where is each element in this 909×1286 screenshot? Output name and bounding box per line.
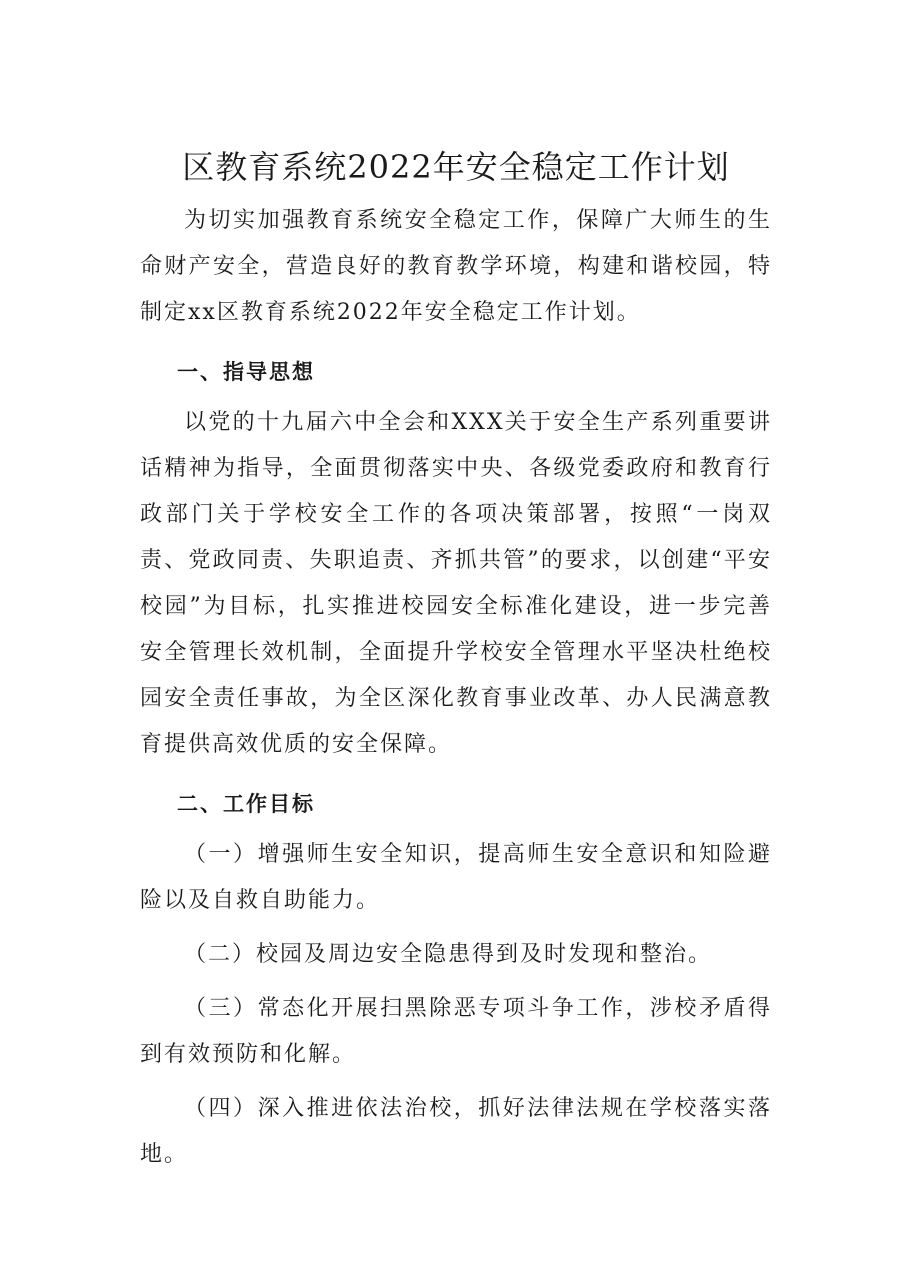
work-goal-item-2: （二）校园及周边安全隐患得到及时发现和整治。 [184,942,713,967]
section-heading-work-goals: 二、工作目标 [177,792,315,816]
guiding-ideology-paragraph: 以党的十九届六中全会和XXX关于安全生产系列重要讲话精神为指导，全面贯彻落实中央、各级党委政府和教育行政部门关于学校安全工作的各项决策部署，按照“一岗双责、党政同责、失职追责、齐抓共管”的要求，以创建“平安校园”为目标，扎实推进校园安全标准化建设，进一步完善安全管理长效机制，全面提升学校安全管理水平坚决杜绝校园安全责任事故，为全区深化教育事业改革、办人民满意教育提供高效优质的安全保障。 [140,410,772,757]
work-goal-item-1: （一）增强师生安全知识，提高师生安全意识和知险避险以及自救自助能力。 [140,842,772,913]
intro-paragraph: 为切实加强教育系统安全稳定工作，保障广大师生的生命财产安全，营造良好的教育教学环境，构建和谐校园，特制定xx区教育系统2022年安全稳定工作计划。 [140,208,772,325]
work-goal-item-3: （三）常态化开展扫黑除恶专项斗争工作，涉校矛盾得到有效预防和化解。 [140,996,772,1067]
work-goal-item-4: （四）深入推进依法治校，抓好法律法规在学校落实落地。 [140,1096,772,1167]
document-title: 区教育系统2022年安全稳定工作计划 [182,148,730,186]
section-heading-guiding-ideology: 一、指导思想 [177,360,315,384]
document-page [140,140,772,1186]
